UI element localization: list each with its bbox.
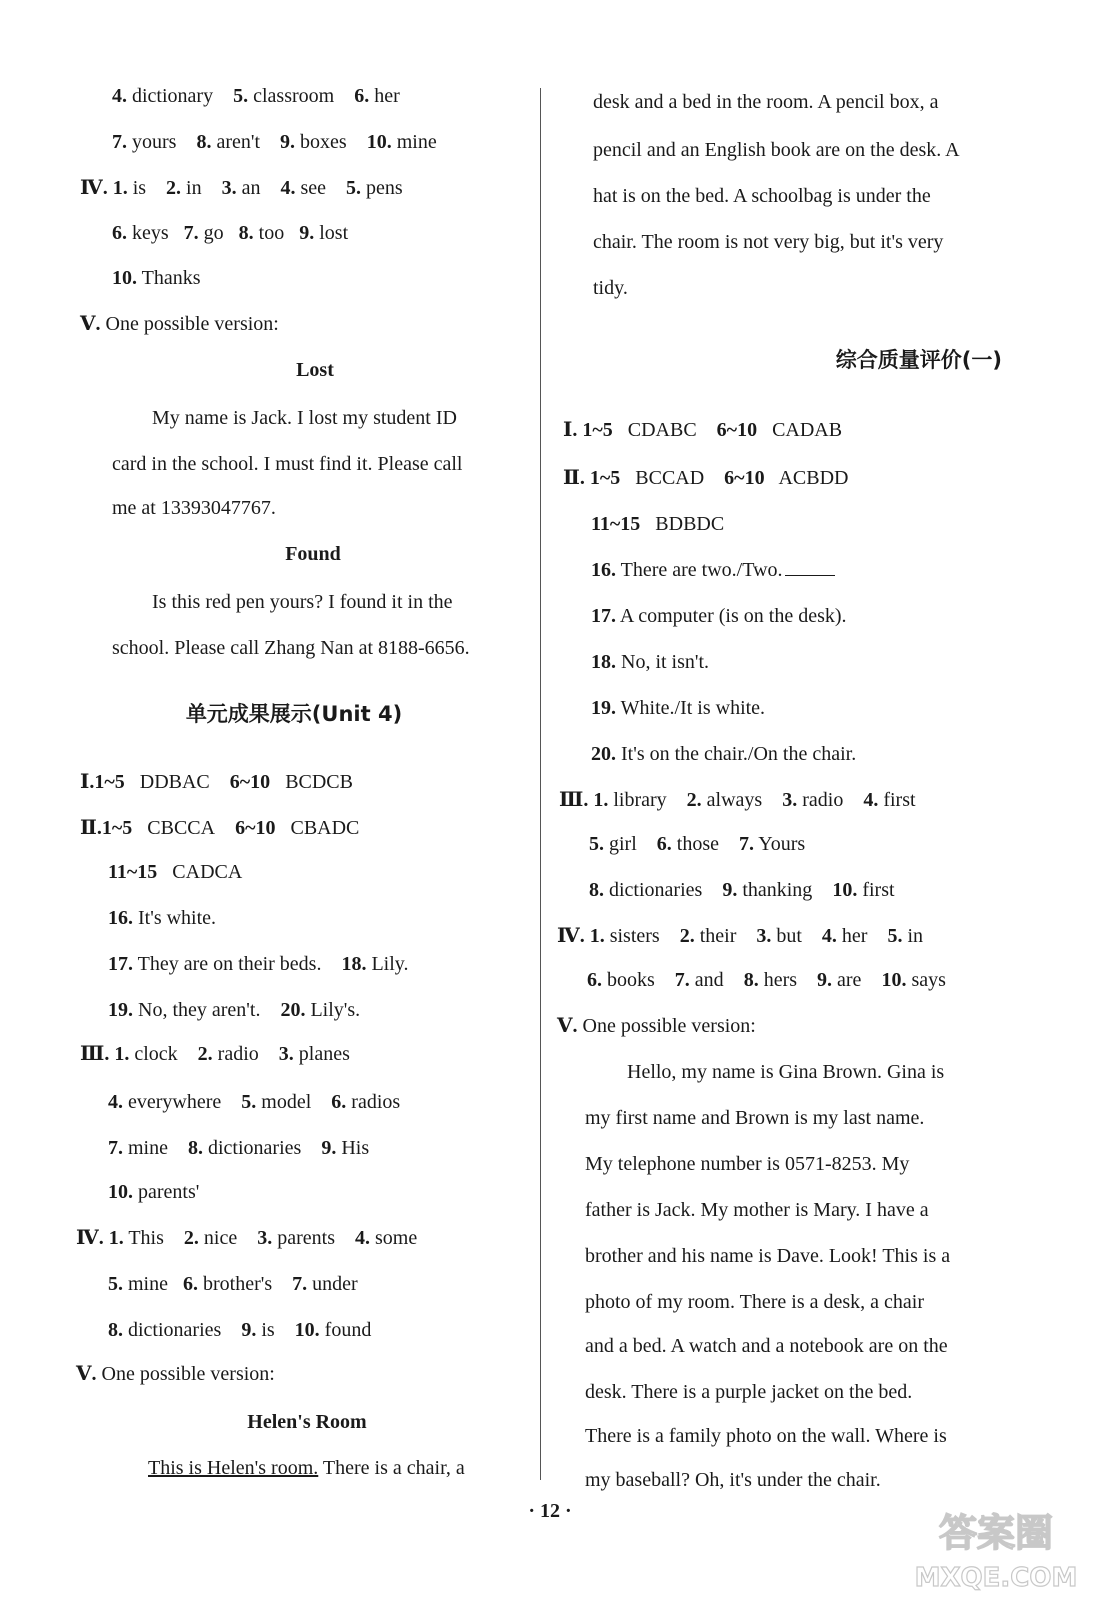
- watermark-text-top: 答案圈: [938, 1511, 1054, 1555]
- answer-blank: [785, 575, 835, 576]
- essay-line: brother and his name is Dave. Look! This is a: [585, 1245, 951, 1267]
- essay-line: my baseball? Oh, it's under the chair.: [585, 1469, 881, 1491]
- answer-line: 16. It's white.: [108, 907, 217, 929]
- answer-line: Ⅱ. 1~5 BCCAD 6~10 ACBDD: [563, 467, 849, 489]
- answer-line: 16. There are two./Two.: [591, 558, 835, 582]
- answer-line: 10. Thanks: [112, 267, 201, 289]
- answer-line: 8. dictionaries 9. thanking 10. first: [589, 879, 895, 901]
- answer-line: 10. parents': [108, 1181, 200, 1203]
- essay-line: desk. There is a purple jacket on the bed.: [585, 1381, 913, 1403]
- answer-line: Ⅳ. 1. is 2. in 3. an 4. see 5. pens: [80, 177, 403, 199]
- essay-line: card in the school. I must find it. Please call: [112, 453, 463, 475]
- answer-line: Ⅴ. One possible version:: [80, 313, 279, 335]
- answer-line: Ⅴ. One possible version:: [76, 1363, 275, 1385]
- answer-line: 7. yours 8. aren't 9. boxes 10. mine: [112, 131, 437, 153]
- essay-line: tidy.: [593, 277, 628, 299]
- essay-line: my first name and Brown is my last name.: [585, 1107, 925, 1129]
- answer-line: Ⅳ. 1. sisters 2. their 3. but 4. her 5. in: [557, 925, 924, 947]
- essay-line: My name is Jack. I lost my student ID: [152, 407, 457, 429]
- answer-line: Ⅰ.1~5 DDBAC 6~10 BCDCB: [80, 771, 353, 793]
- answer-line: 11~15 CADCA: [108, 861, 243, 883]
- essay-line: chair. The room is not very big, but it's very: [593, 231, 944, 253]
- answer-line: 11~15 BDBDC: [591, 513, 725, 535]
- essay-line: Is this red pen yours? I found it in the: [152, 591, 453, 613]
- essay-line: father is Jack. My mother is Mary. I have a: [585, 1199, 929, 1221]
- answer-line: 20. It's on the chair./On the chair.: [591, 743, 857, 765]
- essay-line: hat is on the bed. A schoolbag is under the: [593, 185, 931, 207]
- answer-line: 17. They are on their beds. 18. Lily.: [108, 953, 409, 975]
- essay-line: pencil and an English book are on the desk. A: [593, 139, 960, 161]
- answer-line: Ⅲ. 1. library 2. always 3. radio 4. first: [559, 789, 916, 811]
- section-title-evaluation: 综合质量评价(一): [835, 348, 1002, 372]
- answer-line: Ⅰ. 1~5 CDABC 6~10 CADAB: [563, 419, 843, 441]
- essay-line: and a bed. A watch and a notebook are on the: [585, 1335, 948, 1357]
- answer-line: 8. dictionaries 9. is 10. found: [108, 1319, 372, 1341]
- essay-line: photo of my room. There is a desk, a chair: [585, 1291, 924, 1313]
- answer-line: 19. No, they aren't. 20. Lily's.: [108, 999, 361, 1021]
- essay-line: This is Helen's room. There is a chair, a: [148, 1457, 465, 1479]
- answer-line: 6. keys 7. go 8. too 9. lost: [112, 222, 349, 244]
- essay-title-found: Found: [285, 543, 341, 565]
- answer-line: 17. A computer (is on the desk).: [591, 605, 847, 627]
- page-number: · 12 ·: [528, 1500, 572, 1522]
- essay-line: desk and a bed in the room. A pencil box, a: [593, 91, 939, 113]
- answer-line: 19. White./It is white.: [591, 697, 766, 719]
- underlined-text: This is Helen's room.: [148, 1457, 319, 1479]
- essay-line: My telephone number is 0571-8253. My: [585, 1153, 910, 1175]
- answer-line: 6. books 7. and 8. hers 9. are 10. says: [587, 969, 946, 991]
- essay-line: me at 13393047767.: [112, 497, 276, 519]
- column-divider: [540, 88, 541, 1480]
- answer-line: Ⅴ. One possible version:: [557, 1015, 756, 1037]
- essay-line: Hello, my name is Gina Brown. Gina is: [627, 1061, 945, 1083]
- answer-line: 18. No, it isn't.: [591, 651, 710, 673]
- answer-line: 4. everywhere 5. model 6. radios: [108, 1091, 401, 1113]
- essay-line: school. Please call Zhang Nan at 8188-6656.: [112, 637, 470, 659]
- answer-line: 7. mine 8. dictionaries 9. His: [108, 1137, 370, 1159]
- essay-title-helen: Helen's Room: [247, 1411, 367, 1433]
- watermark-text-bottom: MXQE.COM: [914, 1563, 1078, 1593]
- answer-line: Ⅱ.1~5 CBCCA 6~10 CBADC: [80, 817, 360, 839]
- answer-line: 5. mine 6. brother's 7. under: [108, 1273, 358, 1295]
- answer-line: 4. dictionary 5. classroom 6. her: [112, 85, 400, 107]
- essay-line: There is a family photo on the wall. Where is: [585, 1425, 947, 1447]
- answer-line: 5. girl 6. those 7. Yours: [589, 833, 806, 855]
- answer-line: Ⅳ. 1. This 2. nice 3. parents 4. some: [76, 1227, 418, 1249]
- watermark-logo: [898, 1500, 1094, 1598]
- essay-title-lost: Lost: [296, 359, 334, 381]
- answer-line: Ⅲ. 1. clock 2. radio 3. planes: [80, 1043, 350, 1065]
- section-title-unit4: 单元成果展示(Unit 4): [185, 702, 403, 726]
